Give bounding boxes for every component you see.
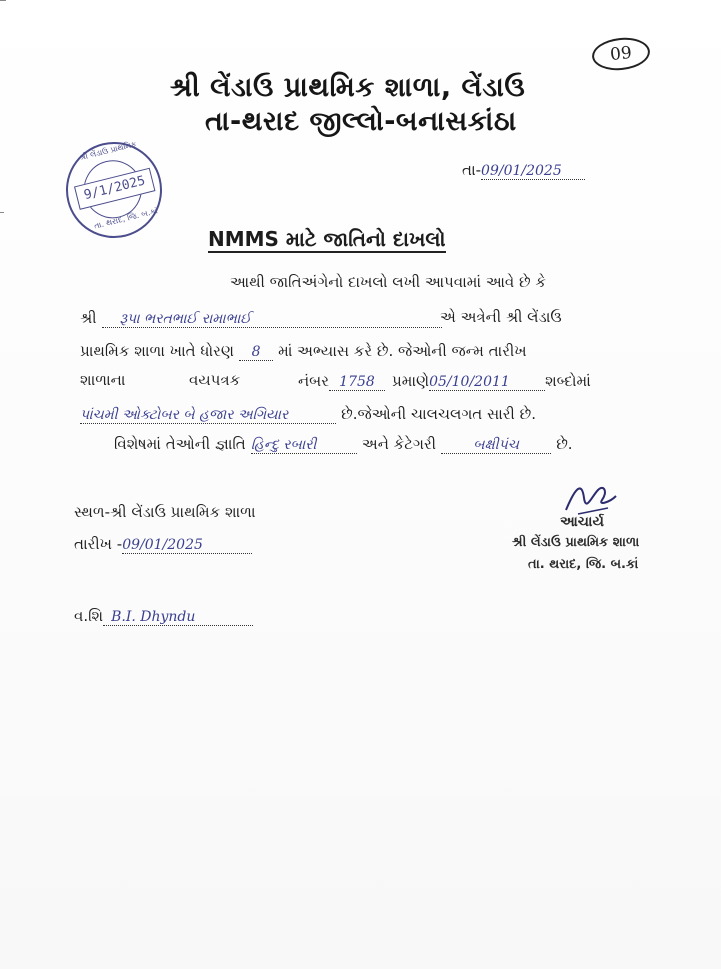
address-heading: તા-થરાદ જીલ્લો-બનાસકાંઠા: [205, 106, 517, 137]
dob-group: [392, 371, 591, 391]
body-line-1: આથી જાતિઅંગેનો દાખલો લખી આપવામાં આવે છે કે: [230, 273, 546, 291]
register-number-value: 1758: [329, 374, 385, 391]
school-seal-stamp: [56, 132, 172, 248]
standard-suffix: માં અભ્યાસ કરે છે. જેઓની જન્મ તારીખ: [278, 342, 527, 360]
teacher-value: B.I. Dhyndu: [103, 609, 253, 626]
top-date-value: 09/01/2025: [481, 163, 585, 180]
shri-prefix: શ્રી: [80, 309, 97, 327]
body-line-3: [80, 341, 527, 361]
dob-words-label: શબ્દોમાં: [545, 372, 591, 390]
register-number-label: નંબર: [298, 372, 329, 390]
seal-bottom-text: તા. થરાદ, જિ. બ.કાં: [93, 206, 159, 231]
top-date-label: તા-: [462, 161, 482, 179]
body-line-2-suffix: એ અત્રેની શ્રી લેંડાઉ: [440, 308, 562, 326]
standard-label: પ્રાથમિક શાળા ખાતે ધોરણ: [80, 342, 234, 360]
dob-label: પ્રમાણે: [392, 372, 430, 390]
register-book-label: વયપત્રક: [189, 371, 241, 389]
register-school-label: શાળાના: [80, 371, 126, 389]
teacher-line: [74, 606, 253, 626]
corner-mark: [0, 0, 6, 7]
seal-date: 9/1/2025: [74, 168, 155, 210]
principal-signature: [558, 478, 622, 518]
caste-label: વિશેષમાં તેઓની જ્ઞાતિ: [114, 435, 246, 453]
seal-top-text: શ્રી લેંડાઉ પ્રાથમિક: [78, 139, 138, 163]
body-line-2: [80, 308, 442, 328]
principal-school: શ્રી લેંડાઉ પ્રાથમિક શાળા: [512, 535, 640, 550]
student-name: રૂપા ભરતભાઈ રામાભાઈ: [102, 311, 442, 328]
principal-role: આચાર્ય: [560, 514, 604, 530]
category-value: બક્ષીપંચ: [441, 437, 551, 454]
standard-value: 8: [239, 344, 273, 361]
footer-date-label: તારીખ -: [74, 535, 123, 553]
page-number: 09: [590, 35, 651, 73]
principal-address: તા. થરાદ, જિ. બ.કાં: [528, 557, 639, 572]
body-line-5: [80, 404, 536, 424]
school-name-heading: શ્રી લેંડાઉ પ્રાથમિક શાળા, લેંડાઉ: [170, 72, 526, 103]
category-label: અને કેટેગરી: [361, 435, 436, 453]
footer-date-value: 09/01/2025: [122, 537, 252, 554]
document-title: [208, 227, 446, 251]
place-label: સ્થળ-શ્રી લેંડાઉ પ્રાથમિક શાળા: [74, 503, 256, 521]
body-line-6: [114, 434, 573, 454]
dob-value: 05/10/2011: [429, 374, 545, 391]
document-title-text: NMMS માટે જાતિનો દાખલો: [208, 227, 446, 251]
category-suffix: છે.: [556, 435, 573, 453]
teacher-label: વ.શિ: [74, 607, 104, 625]
margin-mark: [0, 212, 4, 213]
top-date: [462, 160, 585, 180]
caste-value: હિન્દુ રબારી: [251, 437, 357, 454]
register-number-group: [298, 371, 385, 391]
dob-in-words: પાંચમી ઓક્ટોબર બે હજાર અગિયાર: [80, 407, 336, 424]
conduct-statement: છે.જેઓની ચાલચલગત સારી છે.: [341, 405, 536, 423]
footer-date: [74, 534, 252, 554]
